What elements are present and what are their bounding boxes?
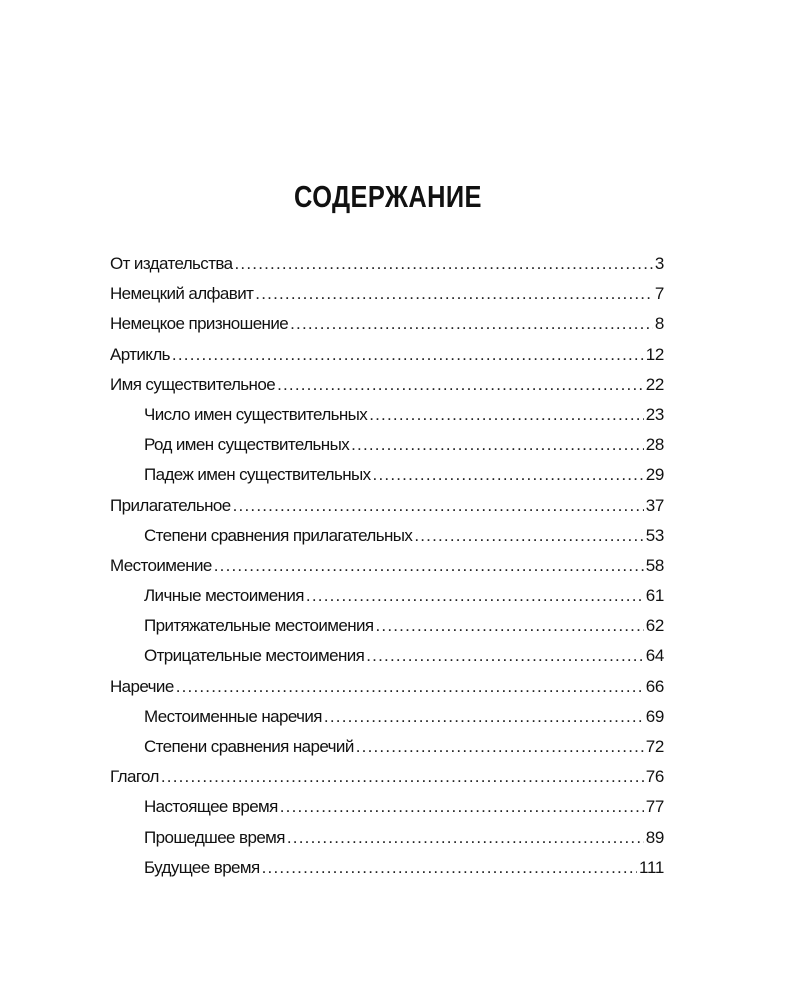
dot-leader: [287, 823, 644, 853]
toc-subentry[interactable]: [110, 641, 664, 671]
toc-entry-label: Глагол: [110, 767, 159, 787]
toc-entry-label: Падеж имен существительных: [144, 465, 371, 485]
dot-leader: [277, 370, 644, 400]
dot-leader: [262, 853, 637, 883]
toc-entry[interactable]: [110, 491, 664, 521]
toc-subentry[interactable]: [110, 853, 664, 883]
toc-entry-page: 22: [645, 374, 664, 394]
toc-subentry[interactable]: [110, 400, 664, 430]
toc-entry-label: Отрицательные местоимения: [144, 646, 365, 666]
toc-entry[interactable]: [110, 249, 664, 279]
toc-entry-page: 29: [645, 465, 664, 485]
toc-entry[interactable]: [110, 551, 664, 581]
dot-leader: [290, 309, 653, 339]
toc-subentry[interactable]: [110, 581, 664, 611]
toc-entry-page: 62: [645, 616, 664, 636]
table-of-contents: [110, 249, 664, 883]
toc-entry-label: Будущее время: [144, 857, 260, 877]
toc-subentry[interactable]: [110, 521, 664, 551]
toc-entry-page: 23: [645, 404, 664, 424]
toc-entry-label: Род имен существительных: [144, 435, 350, 455]
toc-subentry[interactable]: [110, 823, 664, 853]
dot-leader: [280, 792, 644, 822]
toc-entry-page: 64: [645, 646, 664, 666]
toc-entry-label: Прошедшее время: [144, 827, 285, 847]
toc-entry-label: Степени сравнения прилагательных: [144, 525, 413, 545]
toc-entry[interactable]: [110, 340, 664, 370]
dot-leader: [161, 762, 644, 792]
toc-entry-page: 69: [645, 706, 664, 726]
toc-subentry[interactable]: [110, 430, 664, 460]
toc-entry[interactable]: [110, 762, 664, 792]
dot-leader: [373, 460, 644, 490]
toc-entry-label: Число имен существительных: [144, 404, 368, 424]
toc-entry[interactable]: [110, 672, 664, 702]
toc-entry-label: Прилагательное: [110, 495, 231, 515]
toc-entry-page: 12: [645, 344, 664, 364]
toc-entry-label: Притяжательные местоимения: [144, 616, 374, 636]
toc-entry-page: 111: [639, 857, 664, 877]
toc-entry-page: 28: [645, 435, 664, 455]
toc-entry-label: Наречие: [110, 676, 174, 696]
toc-entry-label: Немецкий алфавит: [110, 284, 254, 304]
dot-leader: [351, 430, 644, 460]
dot-leader: [235, 249, 653, 279]
dot-leader: [214, 551, 644, 581]
dot-leader: [366, 641, 643, 671]
toc-entry-page: 89: [645, 827, 664, 847]
page-title: СОДЕРЖАНИЕ: [294, 178, 482, 214]
toc-entry-page: 66: [645, 676, 664, 696]
toc-entry[interactable]: [110, 370, 664, 400]
dot-leader: [324, 702, 644, 732]
toc-entry-page: 7: [654, 284, 664, 304]
toc-entry-label: Настоящее время: [144, 797, 278, 817]
dot-leader: [306, 581, 644, 611]
dot-leader: [356, 732, 644, 762]
toc-entry[interactable]: [110, 309, 664, 339]
toc-subentry[interactable]: [110, 732, 664, 762]
toc-entry-label: Немецкое призношение: [110, 314, 289, 334]
toc-subentry[interactable]: [110, 460, 664, 490]
toc-entry-label: Личные местоимения: [144, 586, 304, 606]
toc-subentry[interactable]: [110, 611, 664, 641]
toc-entry-page: 72: [645, 737, 664, 756]
toc-entry-label: Степени сравнения наречий: [144, 737, 354, 756]
dot-leader: [176, 672, 644, 702]
toc-entry-page: 37: [645, 495, 664, 515]
dot-leader: [255, 279, 653, 309]
dot-leader: [172, 340, 644, 370]
toc-entry-page: 61: [645, 586, 664, 606]
toc-entry-label: Имя существительное: [110, 374, 276, 394]
toc-subentry[interactable]: [110, 792, 664, 822]
toc-entry-label: Артикль: [110, 344, 170, 364]
toc-entry-page: 3: [654, 254, 664, 273]
toc-entry-page: 8: [654, 314, 664, 334]
toc-entry-page: 76: [645, 767, 664, 787]
toc-entry-label: Местоименные наречия: [144, 706, 322, 726]
dot-leader: [375, 611, 643, 641]
toc-subentry[interactable]: [110, 702, 664, 732]
toc-entry-page: 58: [645, 555, 664, 575]
dot-leader: [414, 521, 643, 551]
dot-leader: [233, 491, 644, 521]
toc-entry-label: Местоимение: [110, 555, 212, 575]
toc-entry[interactable]: [110, 279, 664, 309]
toc-entry-page: 77: [645, 797, 664, 817]
toc-entry-page: 53: [645, 525, 664, 545]
toc-entry-label: От издательства: [110, 254, 233, 273]
dot-leader: [369, 400, 643, 430]
